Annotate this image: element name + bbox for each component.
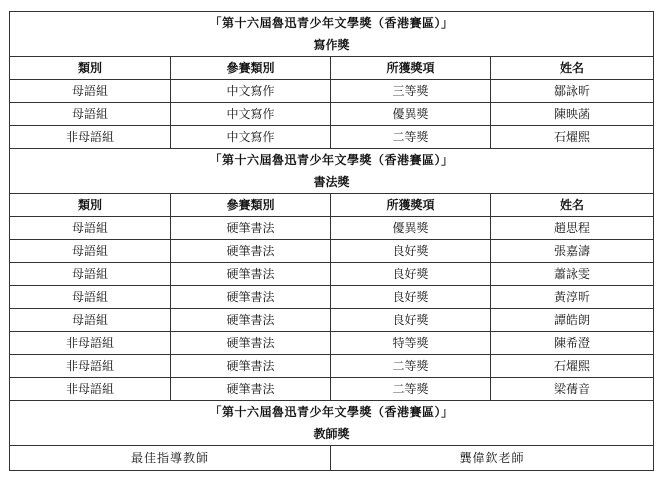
section-title-row [10, 401, 654, 424]
cell-category: 非母語組 [10, 378, 171, 401]
cell-entry-type: 中文寫作 [171, 80, 331, 103]
cell-award: 良好獎 [331, 240, 491, 263]
awards-table [9, 11, 654, 471]
cell-name: 梁蒨音 [491, 378, 654, 401]
header-name: 姓名 [491, 57, 654, 80]
cell-category: 母語組 [10, 240, 171, 263]
cell-name: 石燿熙 [491, 126, 654, 149]
table-row [10, 263, 654, 286]
header-category: 類別 [10, 57, 171, 80]
cell-name: 陳希澄 [491, 332, 654, 355]
section-title: 「第十六屆魯迅青少年文學獎（香港賽區）」 [10, 149, 654, 172]
cell-award: 優異獎 [331, 103, 491, 126]
table-row [10, 217, 654, 240]
table-header-row [10, 194, 654, 217]
table-row [10, 378, 654, 401]
section-subtitle-row [10, 423, 654, 446]
cell-category: 非母語組 [10, 355, 171, 378]
cell-category: 母語組 [10, 103, 171, 126]
section-title-row [10, 149, 654, 172]
cell-award: 二等獎 [331, 126, 491, 149]
cell-category: 母語組 [10, 286, 171, 309]
cell-entry-type: 硬筆書法 [171, 240, 331, 263]
cell-award: 良好獎 [331, 286, 491, 309]
cell-entry-type: 中文寫作 [171, 103, 331, 126]
cell-award: 三等獎 [331, 80, 491, 103]
table-row [10, 103, 654, 126]
cell-award: 優異獎 [331, 217, 491, 240]
teacher-award-row [10, 446, 654, 471]
section-subtitle-row [10, 34, 654, 57]
award-document [9, 11, 653, 471]
cell-name: 趙思程 [491, 217, 654, 240]
table-header-row [10, 57, 654, 80]
cell-award: 良好獎 [331, 263, 491, 286]
header-entry-type: 參賽類別 [171, 57, 331, 80]
section-subtitle-row [10, 171, 654, 194]
cell-name: 石燿熙 [491, 355, 654, 378]
cell-name: 蕭詠雯 [491, 263, 654, 286]
cell-award: 二等獎 [331, 355, 491, 378]
table-row [10, 332, 654, 355]
table-row [10, 355, 654, 378]
cell-entry-type: 中文寫作 [171, 126, 331, 149]
teacher-award-label: 最佳指導教師 [10, 446, 331, 471]
cell-award: 二等獎 [331, 378, 491, 401]
cell-name: 張嘉濤 [491, 240, 654, 263]
section-title: 「第十六屆魯迅青少年文學獎（香港賽區）」 [10, 401, 654, 424]
cell-category: 母語組 [10, 217, 171, 240]
cell-award: 良好獎 [331, 309, 491, 332]
cell-entry-type: 硬筆書法 [171, 309, 331, 332]
cell-name: 鄒詠昕 [491, 80, 654, 103]
cell-category: 非母語組 [10, 332, 171, 355]
header-category: 類別 [10, 194, 171, 217]
table-row [10, 309, 654, 332]
table-row [10, 80, 654, 103]
table-row [10, 126, 654, 149]
table-row [10, 240, 654, 263]
cell-category: 母語組 [10, 80, 171, 103]
section-subtitle: 書法獎 [10, 171, 654, 194]
header-award: 所獲獎項 [331, 57, 491, 80]
cell-name: 陳映菡 [491, 103, 654, 126]
header-award: 所獲獎項 [331, 194, 491, 217]
cell-entry-type: 硬筆書法 [171, 217, 331, 240]
cell-name: 黃淳昕 [491, 286, 654, 309]
section-subtitle: 教師獎 [10, 423, 654, 446]
cell-entry-type: 硬筆書法 [171, 286, 331, 309]
cell-name: 譚皓朗 [491, 309, 654, 332]
header-name: 姓名 [491, 194, 654, 217]
cell-category: 母語組 [10, 309, 171, 332]
section-subtitle: 寫作獎 [10, 34, 654, 57]
section-title-row [10, 12, 654, 35]
cell-entry-type: 硬筆書法 [171, 263, 331, 286]
teacher-name: 龔偉欽老師 [331, 446, 654, 471]
cell-category: 母語組 [10, 263, 171, 286]
section-title: 「第十六屆魯迅青少年文學獎（香港賽區）」 [10, 12, 654, 35]
header-entry-type: 參賽類別 [171, 194, 331, 217]
cell-entry-type: 硬筆書法 [171, 332, 331, 355]
cell-entry-type: 硬筆書法 [171, 378, 331, 401]
cell-category: 非母語組 [10, 126, 171, 149]
cell-entry-type: 硬筆書法 [171, 355, 331, 378]
awards-table-body [10, 12, 654, 471]
table-row [10, 286, 654, 309]
cell-award: 特等獎 [331, 332, 491, 355]
